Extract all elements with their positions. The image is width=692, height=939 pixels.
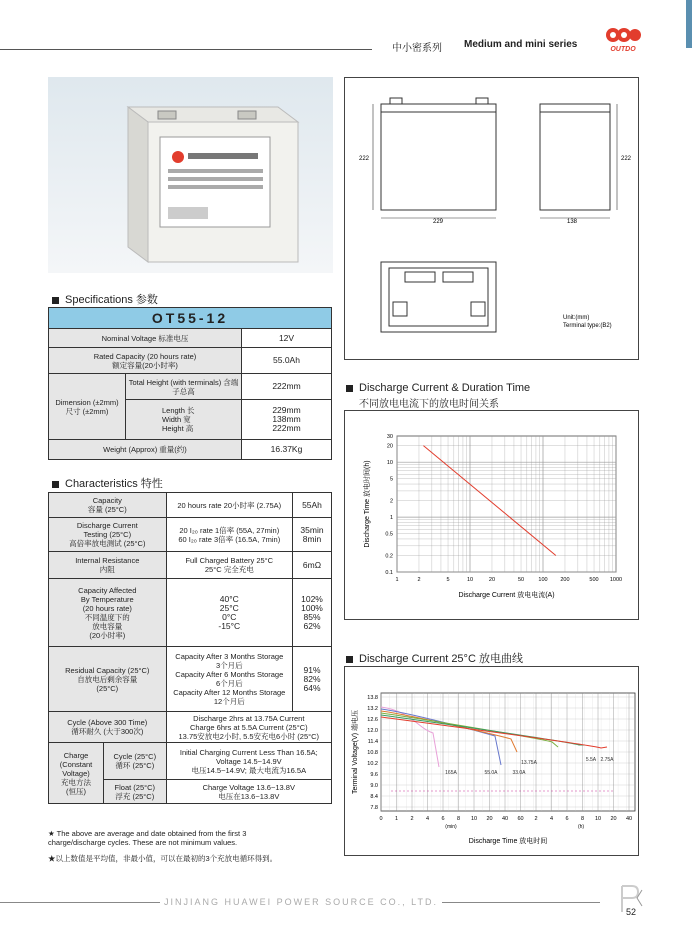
y-tick-label: 0.2 bbox=[385, 553, 393, 560]
y-tick-label: 5 bbox=[389, 476, 393, 483]
x-tick-label: 20 bbox=[488, 577, 496, 583]
x-tick-label: 1 bbox=[394, 816, 399, 822]
y-axis-label: Terminal Voltage(V) 端电压 bbox=[352, 709, 359, 795]
x-tick-label: 4 bbox=[425, 816, 430, 822]
curve-label: 2.75A bbox=[600, 757, 614, 763]
x-tick-label: 200 bbox=[560, 577, 570, 583]
y-tick-label: 13.8 bbox=[367, 695, 378, 701]
y-tick-label: 2 bbox=[389, 498, 393, 505]
dim-unit: Unit:(mm) bbox=[563, 315, 590, 321]
x-tick-label: 10 bbox=[594, 816, 602, 822]
x-tick-label: 2 bbox=[417, 577, 421, 583]
x-unit-min: (min) bbox=[445, 824, 457, 830]
chart2-plot bbox=[345, 667, 638, 855]
dim-width-2: 138 bbox=[567, 219, 578, 225]
x-tick-label: 50 bbox=[517, 577, 525, 583]
x-tick-label: 60 bbox=[517, 816, 524, 822]
dim-height-1: 222 bbox=[359, 156, 370, 162]
y-tick-label: 9.0 bbox=[370, 783, 378, 789]
y-tick-label: 13.2 bbox=[367, 706, 378, 712]
y-tick-label: 12.0 bbox=[367, 728, 378, 734]
y-axis-label: Discharge Time 放电时间(h) bbox=[364, 460, 371, 548]
chart2-frame bbox=[344, 666, 639, 856]
y-tick-label: 9.6 bbox=[370, 772, 378, 778]
x-tick-label: 20 bbox=[486, 816, 493, 822]
brand-logo bbox=[604, 24, 642, 54]
specifications-table: OT55-12 Nominal Voltage 标准电压 12V Rated Capacity (20 hours rate) 额定容量(20小时率) 55.0Ah Dimension (±2mm) 尺寸 (±2mm) Total Height (with terminals) 含端子总高 222mm Length 长 Width 宽 Height 高 229mm 138mm 222mm Weight (Approx) 重量(约) 16.37Kg bbox=[48, 307, 332, 460]
x-tick-label: 10 bbox=[466, 577, 474, 583]
x-tick-label: 500 bbox=[589, 577, 599, 583]
y-tick-label: 12.6 bbox=[367, 717, 378, 723]
x-tick-label: 8 bbox=[456, 816, 461, 822]
characteristics-title: Characteristics 特性 bbox=[52, 475, 163, 491]
x-tick-label: 40 bbox=[625, 816, 633, 822]
header-rule bbox=[0, 49, 372, 50]
curve-label: 55.0A bbox=[484, 770, 498, 776]
y-tick-label: 7.8 bbox=[370, 805, 378, 811]
x-unit-h: (h) bbox=[577, 824, 585, 830]
curve-label: 13.75A bbox=[521, 760, 537, 766]
x-axis-label: Discharge Current 放电电流(A) bbox=[458, 592, 555, 599]
y-tick-label: 0.5 bbox=[385, 531, 393, 538]
y-tick-label: 0.1 bbox=[385, 570, 393, 576]
note-2: ★以上数值是平均值，非最小值，可以在最初的3个充放电循环得到。 bbox=[48, 854, 278, 863]
y-tick-label: 10.2 bbox=[367, 761, 378, 767]
x-tick-label: 6 bbox=[441, 816, 445, 822]
product-photo bbox=[48, 77, 333, 273]
chart1-title-zh: 不同放电电流下的放电时间关系 bbox=[359, 399, 499, 410]
x-tick-label: 100 bbox=[538, 577, 548, 583]
x-tick-label: 0 bbox=[379, 816, 383, 822]
x-tick-label: 10 bbox=[470, 816, 478, 822]
series-en: Medium and mini series bbox=[464, 39, 578, 50]
x-tick-label: 1 bbox=[395, 577, 399, 583]
x-tick-label: 1000 bbox=[609, 577, 623, 583]
curve-label: 5.5A bbox=[585, 757, 597, 763]
dim-width-1: 229 bbox=[433, 219, 444, 225]
x-tick-label: 20 bbox=[610, 816, 617, 822]
chart1-frame bbox=[344, 410, 639, 620]
x-tick-label: 2 bbox=[534, 816, 538, 822]
x-tick-label: 8 bbox=[580, 816, 585, 822]
model-name: OT55-12 bbox=[49, 308, 332, 329]
x-tick-label: 4 bbox=[549, 816, 554, 822]
chart1-plot bbox=[345, 411, 638, 619]
dimension-drawing bbox=[344, 77, 639, 360]
y-tick-label: 10.8 bbox=[367, 750, 378, 756]
x-tick-label: 40 bbox=[501, 816, 509, 822]
side-tab bbox=[686, 0, 692, 48]
y-tick-label: 20 bbox=[386, 443, 393, 450]
y-tick-label: 1 bbox=[389, 515, 393, 522]
page-number: 52 bbox=[626, 907, 637, 917]
curve-label: 33.0A bbox=[512, 770, 526, 776]
y-tick-label: 11.4 bbox=[367, 739, 378, 745]
y-tick-label: 30 bbox=[386, 434, 393, 440]
chart1-axes bbox=[397, 436, 616, 572]
dim-height-2: 222 bbox=[621, 156, 632, 162]
logo-text: OUTDO bbox=[610, 46, 636, 53]
x-axis-label: Discharge Time 放电时间 bbox=[468, 838, 548, 845]
y-tick-label: 8.4 bbox=[370, 794, 378, 800]
dim-terminal: Terminal type:(B2) bbox=[563, 323, 612, 329]
specifications-title: Specifications 参数 bbox=[52, 291, 158, 307]
chart1-title: Discharge Current & Duration Time bbox=[346, 382, 530, 394]
y-tick-label: 10 bbox=[386, 460, 393, 467]
x-tick-label: 6 bbox=[565, 816, 569, 822]
x-tick-label: 2 bbox=[410, 816, 414, 822]
note-1: ★ The above are average and date obtained from the first 3 charge/discharge cycles. These are not minimum values. bbox=[48, 829, 247, 847]
characteristics-table: Capacity 容量 (25°C) 20 hours rate 20小时率 (2.75A) 55Ah Discharge Current Testing (25°C) 高倍率放电测试 (25°C) 20 I₂₀ rate 1倍率 (55A, 27min) 60 I₂₀ rate 3倍率 (16.5A, 7min) 35min 8min Internal Resistance 内阻 Full Charged Battery 25°C 25°C 完全充电 6mΩ Capacity Affected By Temperature (20 hours rate) 不同温度下的 放电容量 (20小时率) 40°C 25°C 0°C -15°C 102% 100% 85% 62% Residual Capacity (25°C) 自放电后剩余容量 (25°C) Capacity After 3 Months Storage 3个月后 Capacity After 6 Months Storage 6个月后 Capacity After 12 Months Storage 12个月后 91% 82% 64% Cycle (Above 300 Time) 循环耐久 (大于300次) Discharge 2hrs at 13.75A Current Charge 6hrs at 5.5A Current (25°C) 13.75安放电2小时, 5.5安充电6小时 (25°C) Charge (Constant Voltage) 充电方法 (恒压) Cycle (25°C) 循环 (25°C) Initial Charging Current Less Than 16.5A; Voltage 14.5~14.9V 电压14.5~14.9V; 最大电流为16.5A Float (25°C) 浮充 (25°C) Charge Voltage 13.6~13.8V 电压在13.6~13.8V bbox=[48, 492, 332, 804]
series-zh: 中小密系列 bbox=[392, 43, 442, 54]
footer-company: JINJIANG HUAWEI POWER SOURCE CO., LTD. bbox=[160, 897, 442, 907]
x-tick-label: 5 bbox=[446, 577, 450, 583]
curve-label: 165A bbox=[445, 770, 457, 776]
chart2-title: Discharge Current 25°C 放电曲线 bbox=[346, 650, 523, 666]
